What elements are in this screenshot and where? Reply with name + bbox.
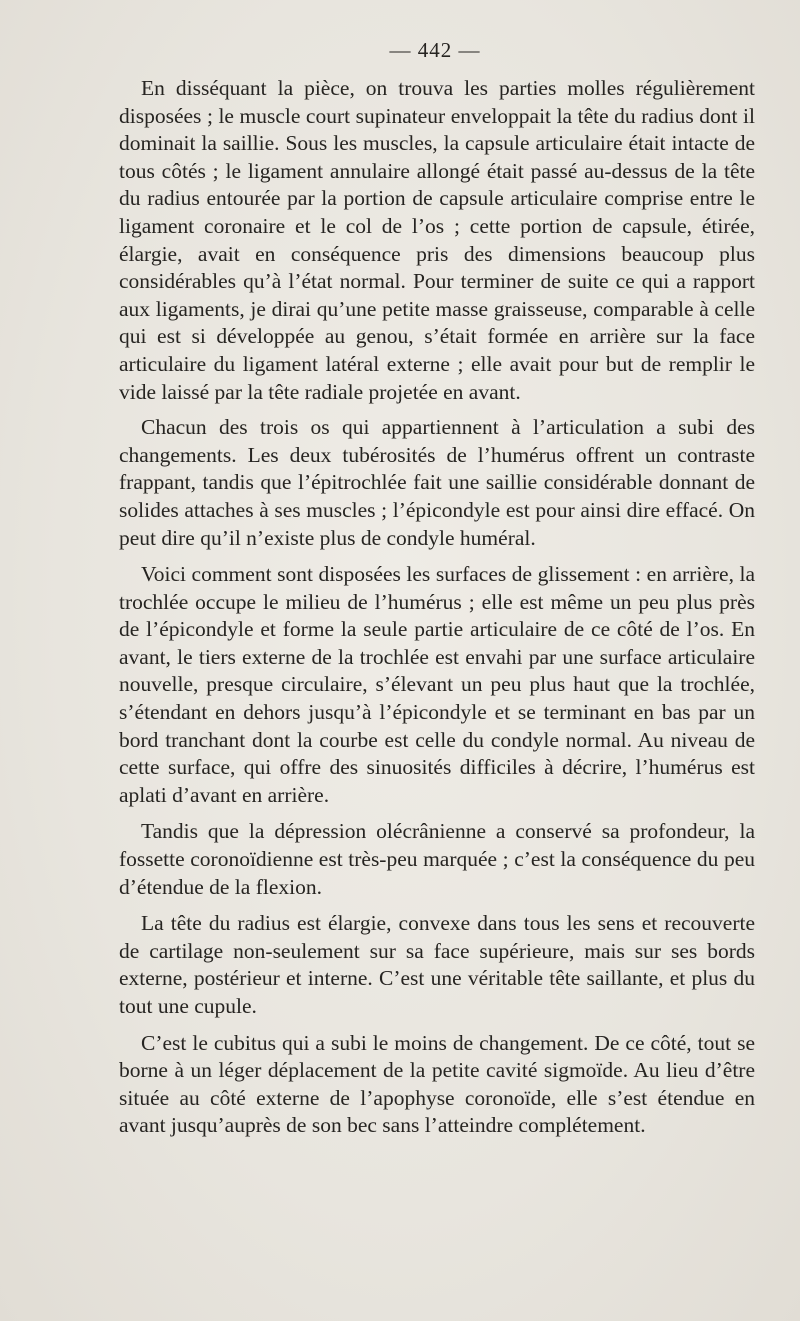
page-number: — 442 — (389, 38, 481, 62)
paragraph-bones-changes: Chacun des trois os qui appartiennent à l’articulation a subi des changements. Les deux tubérosités de l’humérus offrent un contraste frappant, tandis que l’épitrochlée fait une saillie considérable donnant de solides attaches à ses muscles ; l’épicondyle est pour ainsi dire effacé. On peut dire qu’il n’existe plus de condyle huméral. (119, 415, 755, 550)
paragraph-dissection: En disséquant la pièce, on trouva les parties molles régulièrement disposées ; le muscle court supinateur enveloppait la tête du radius dont il dominait la saillie. Sous les muscles, la capsule articulaire était intacte de tous côtés ; le ligament annulaire allongé était passé au-dessus de la tête du radius entourée par la portion de capsule articulaire comprise entre le ligament coronaire et le col de l’os ; cette portion de capsule, étirée, élargie, avait en conséquence pris des dimensions beaucoup plus considérables qu’à l’état normal. Pour terminer de suite ce qui a rapport aux ligaments, je dirai qu’une petite masse graisseuse, comparable à celle qui est si développée au genou, s’était formée en arrière sur la face articulaire du ligament latéral externe ; elle avait pour but de remplir le vide laissé par la tête radiale projetée en avant. (119, 76, 755, 404)
paragraph-gliding-surfaces: Voici comment sont disposées les surfaces de glissement : en arrière, la trochlée occupe le milieu de l’humérus ; elle est même un peu plus près de l’épicondyle et forme la seule partie articulaire de ce côté de l’os. En avant, le tiers externe de la trochlée est envahi par une surface articulaire nouvelle, presque circulaire, s’élevant un peu plus haut que la trochlée, s’étendant en dehors jusqu’à l’épicondyle et se terminant en bas par un bord tranchant dont la courbe est celle du condyle normal. Au niveau de cette surface, qui offre des sinuosités difficiles à décrire, l’humérus est aplati d’avant en arrière. (119, 562, 755, 807)
body-text (119, 75, 755, 1149)
paragraph-radius-head: La tête du radius est élargie, convexe dans tous les sens et recouverte de cartilage non-seulement sur sa face supérieure, mais sur ses bords externe, postérieur et interne. C’est une véritable tête saillante, et plus du tout une cupule. (119, 911, 755, 1018)
paragraph-cubitus: C’est le cubitus qui a subi le moins de changement. De ce côté, tout se borne à un léger déplacement de la petite cavité sigmoïde. Au lieu d’être située au côté externe de l’apophyse coronoïde, elle s’est étendue en avant jusqu’auprès de son bec sans l’atteindre complétement. (119, 1030, 755, 1138)
paragraph-olecranon-depression: Tandis que la dépression olécrânienne a conservé sa profondeur, la fossette coronoïdienne est très-peu marquée ; c’est la conséquence du peu d’étendue de la flexion. (119, 819, 755, 899)
